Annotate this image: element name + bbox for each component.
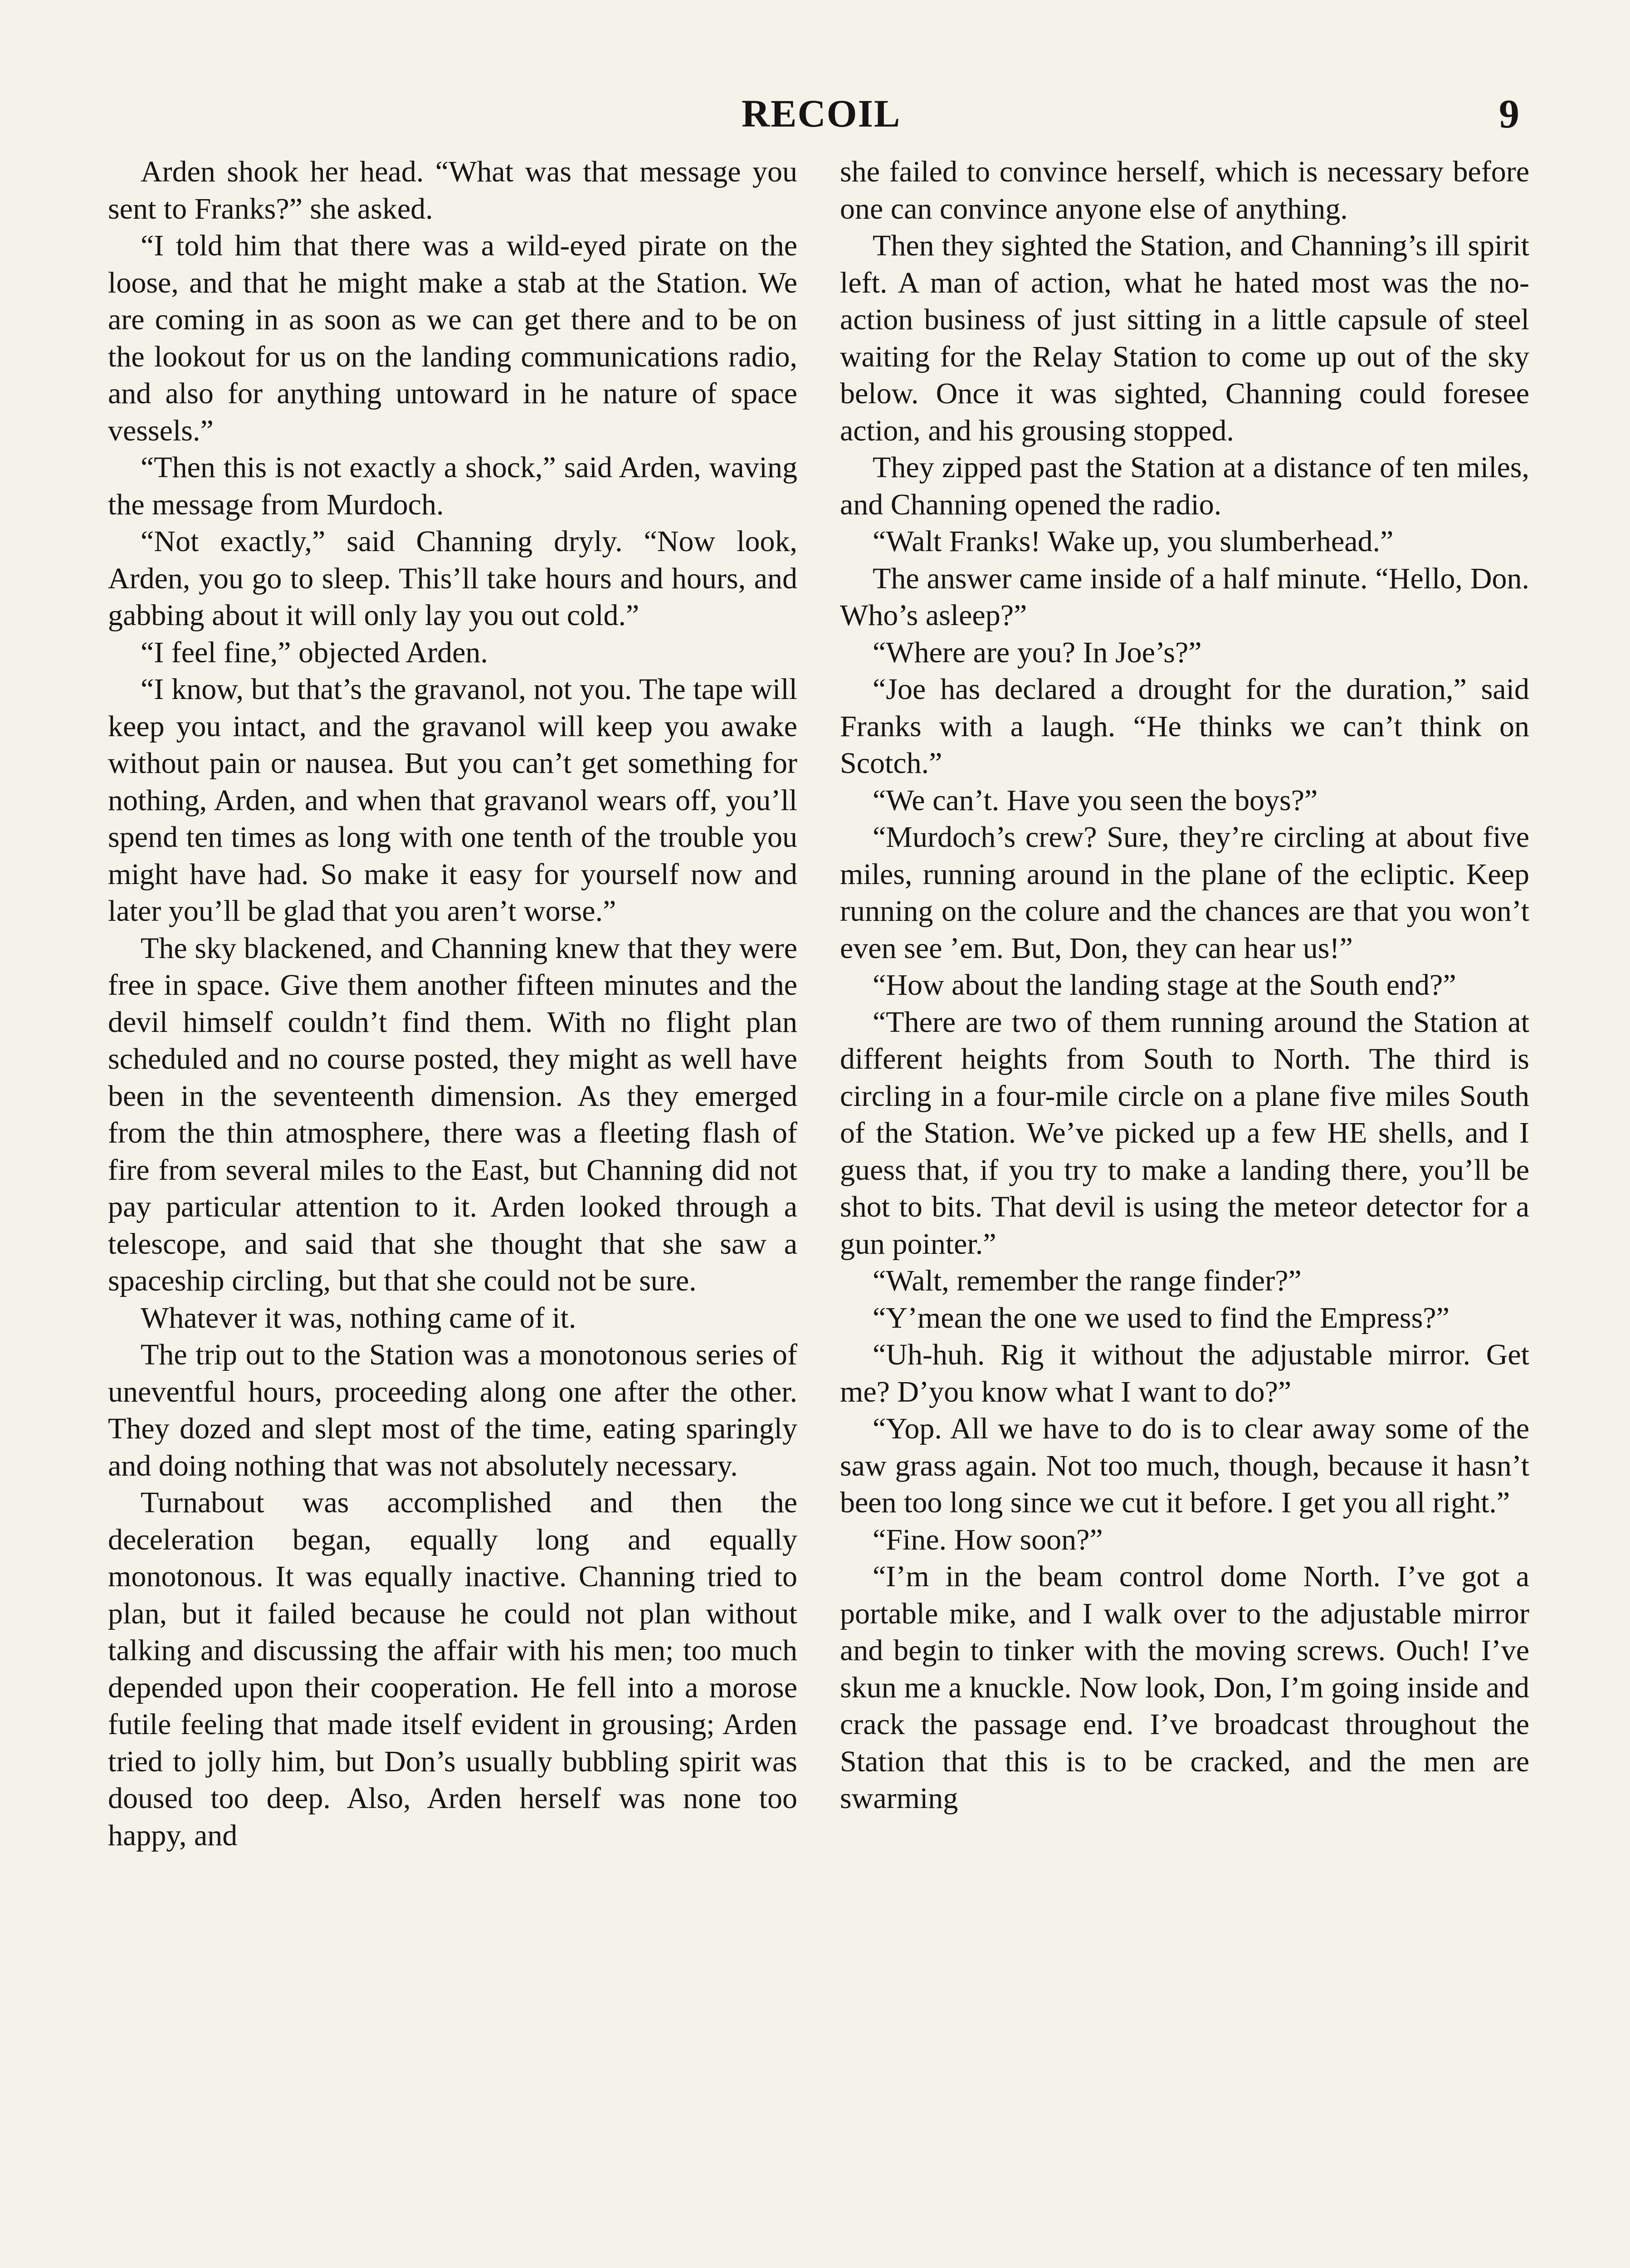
- paragraph: “Then this is not exactly a shock,” said Arden, waving the message from Murdoch.: [108, 451, 797, 521]
- paragraph: “Yop. All we have to do is to clear away some of the saw grass again. Not too much, though, because it hasn’t been too long since we cut it before. I get you all right.”: [840, 1412, 1529, 1519]
- paragraph: “Joe has declared a drought for the duration,” said Franks with a laugh. “He thinks we can’t think on Scotch.”: [840, 673, 1529, 780]
- paragraph: “There are two of them running around the Station at different heights from South to North. The third is circling in a four-mile circle on a plane five miles South of the Station. We’ve picked up a few HE shells, and I guess that, if you try to make a landing there, you’ll be shot to bits. That devil is using the meteor detector for a gun pointer.”: [840, 1005, 1529, 1261]
- paragraph: Arden shook her head. “What was that message you sent to Franks?” she asked.: [108, 155, 797, 225]
- page-number: 9: [1499, 92, 1519, 137]
- page-header: [0, 91, 1630, 141]
- paragraph: “Fine. How soon?”: [873, 1523, 1103, 1556]
- paragraph: “How about the landing stage at the South end?”: [873, 968, 1456, 1002]
- paragraph: The sky blackened, and Channing knew that they were free in space. Give them another fifteen minutes and the devil himself couldn’t find them. With no flight plan scheduled and no course posted, they might as well have been in the seventeenth dimension. As they emerged from the thin atmosphere, there was a fleeting flash of fire from several miles to the East, but Channing did not pay particular attention to it. Arden looked through a telescope, and said that she thought that she saw a spaceship circling, but that she could not be sure.: [108, 931, 797, 1297]
- paragraph: “Uh-huh. Rig it without the adjustable mirror. Get me? D’you know what I want to do?”: [840, 1338, 1529, 1408]
- running-title: RECOIL: [742, 92, 901, 135]
- paragraph: she failed to convince herself, which is necessary before one can convince anyone else of anything.: [840, 155, 1529, 225]
- paragraph: “Where are you? In Joe’s?”: [873, 635, 1202, 669]
- paragraph: The trip out to the Station was a monotonous series of uneventful hours, proceeding along one after the other. They dozed and slept most of the time, eating sparingly and doing nothing that was not absolutely necessary.: [108, 1338, 797, 1482]
- paragraph: “I know, but that’s the gravanol, not you. The tape will keep you intact, and the gravanol will keep you awake without pain or nausea. But you can’t get something for nothing, Arden, and when that gravanol wears off, you’ll spend ten times as long with one tenth of the trouble you might have had. So make it easy for yourself now and later you’ll be glad that you aren’t worse.”: [108, 673, 797, 928]
- paragraph: “I told him that there was a wild-eyed pirate on the loose, and that he might make a stab at the Station. We are coming in as soon as we can get there and to be on the lookout for us on the landing communications radio, and also for anything untoward in he nature of space vessels.”: [108, 229, 797, 447]
- paragraph: Then they sighted the Station, and Channing’s ill spirit left. A man of action, what he hated most was the no-action business of just sitting in a little capsule of steel waiting for the Relay Station to come up out of the sky below. Once it was sighted, Channing could foresee action, and his grousing stopped.: [840, 229, 1529, 447]
- paragraph: “Walt, remember the range finder?”: [873, 1264, 1302, 1297]
- left-column: [108, 153, 797, 1854]
- paragraph: “I’m in the beam control dome North. I’ve got a portable mike, and I walk over to the adjustable mirror and begin to tinker with the moving screws. Ouch! I’ve skun me a knuckle. Now look, Don, I’m going inside and crack the passage end. I’ve broadcast throughout the Station that this is to be cracked, and the men are swarming: [840, 1560, 1529, 1815]
- paragraph: “We can’t. Have you seen the boys?”: [873, 783, 1318, 817]
- paragraph: They zipped past the Station at a distance of ten miles, and Channing opened the radio.: [840, 451, 1529, 521]
- paragraph: “Y’mean the one we used to find the Empress?”: [873, 1301, 1449, 1334]
- paragraph: Turnabout was accomplished and then the deceleration began, equally long and equally monotonous. It was equally inactive. Channing tried to plan, but it failed because he could not plan without talking and discussing the affair with his men; too much depended upon their cooperation. He fell into a morose futile feeling that made itself evident in grousing; Arden tried to jolly him, but Don’s usually bubbling spirit was doused too deep. Also, Arden herself was none too happy, and: [108, 1486, 797, 1852]
- paragraph: “Not exactly,” said Channing dryly. “Now look, Arden, you go to sleep. This’ll take hours and hours, and gabbing about it will only lay you out cold.”: [108, 525, 797, 632]
- paragraph: The answer came inside of a half minute. “Hello, Don. Who’s asleep?”: [840, 562, 1529, 632]
- paragraph: “Walt Franks! Wake up, you slumberhead.”: [873, 525, 1394, 558]
- paragraph: Whatever it was, nothing came of it.: [141, 1301, 576, 1334]
- paragraph: “I feel fine,” objected Arden.: [141, 635, 488, 669]
- right-column: [840, 153, 1529, 1817]
- paragraph: “Murdoch’s crew? Sure, they’re circling at about five miles, running around in the plane of the ecliptic. Keep running on the colure and the chances are that you won’t even see ’em. But, Don, they can hear us!”: [840, 821, 1529, 965]
